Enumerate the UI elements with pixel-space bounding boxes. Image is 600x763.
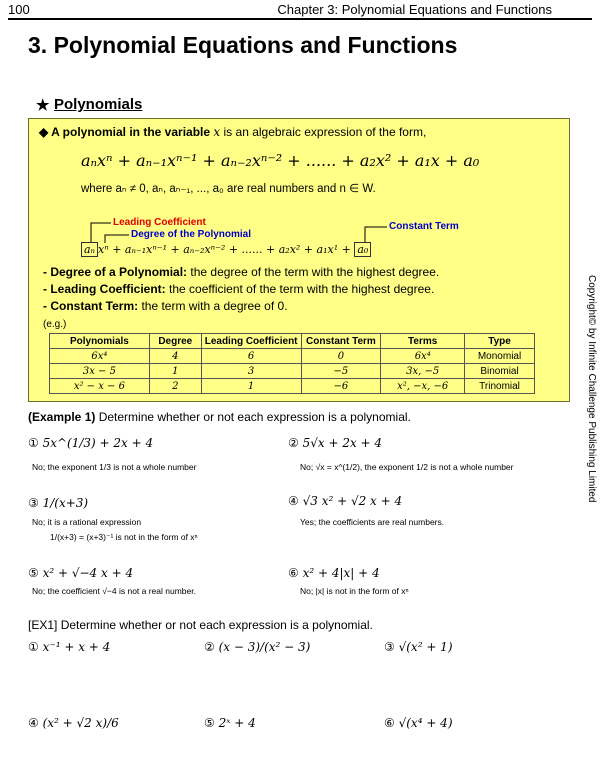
example1-label: (Example 1) <box>28 410 96 424</box>
example1-item-4 <box>288 494 402 508</box>
column-header: Polynomials <box>50 334 150 349</box>
table-cell: 1 <box>201 379 301 394</box>
item-expression: x⁻¹ + x + 4 <box>42 640 111 654</box>
polynomial-formula: aₙxⁿ + aₙ₋₁xⁿ⁻¹ + aₙ₋₂xⁿ⁻² + ...... + a₂x² + a₁x + a₀ <box>81 151 480 170</box>
column-header: Terms <box>381 334 465 349</box>
table-header-row <box>50 334 535 349</box>
table-cell: 3x, −5 <box>381 364 465 379</box>
example1-answer-2: No; √x = x^(1/2), the exponent 1/2 is not a whole number <box>300 462 514 472</box>
bullet-constant <box>43 299 288 313</box>
item-number: ⑤ <box>204 716 215 730</box>
table-cell: 4 <box>149 349 201 364</box>
item-number: ⑥ <box>288 566 299 580</box>
ex1-item-2 <box>204 640 310 654</box>
table-cell: 1 <box>149 364 201 379</box>
table-row <box>50 379 535 394</box>
example1-item-6 <box>288 566 380 580</box>
chapter-header: Chapter 3: Polynomial Equations and Functions <box>277 2 552 17</box>
example1-answer-3: No; it is a rational expression <box>32 517 142 527</box>
table-cell: 6x⁴ <box>381 349 465 364</box>
ex1-label: [EX1] <box>28 618 58 632</box>
example1-item-5 <box>28 566 133 580</box>
bullet-desc: the term with a degree of 0. <box>141 299 288 313</box>
example1-item-3 <box>28 496 88 510</box>
page-title: 3. Polynomial Equations and Functions <box>28 32 458 58</box>
ex1-item-5 <box>204 716 256 730</box>
bullet-desc: the coefficient of the term with the highest degree. <box>169 282 435 296</box>
example1-item-2 <box>288 436 382 450</box>
where-clause: where aₙ ≠ 0, aₙ, aₙ₋₁, ..., a₀ are real numbers and n ∈ W. <box>81 183 376 195</box>
ex1-item-4 <box>28 716 119 730</box>
example-label: (e.g.) <box>43 319 67 330</box>
leading-coefficient-label: Leading Coefficient <box>113 217 206 228</box>
bullet-desc: the degree of the term with the highest degree. <box>190 265 440 279</box>
table-cell: Trinomial <box>465 379 535 394</box>
item-number: ④ <box>288 494 299 508</box>
column-header: Type <box>465 334 535 349</box>
table-cell: 0 <box>301 349 381 364</box>
example1-answer-1: No; the exponent 1/3 is not a whole number <box>32 462 197 472</box>
column-header: Constant Term <box>301 334 381 349</box>
intro-variable: x <box>213 125 221 139</box>
item-number: ⑤ <box>28 566 39 580</box>
item-expression: x² + √−4 x + 4 <box>42 566 134 580</box>
table-cell: −6 <box>301 379 381 394</box>
section-title: Polynomials <box>54 96 143 113</box>
copyright-text: Copyright© by Infinite Challenge Publishing Limited <box>586 275 597 503</box>
table-cell: 2 <box>149 379 201 394</box>
leading-coefficient-box: aₙ <box>81 242 98 257</box>
table-row <box>50 349 535 364</box>
table-cell: −5 <box>301 364 381 379</box>
item-expression: √3 x² + √2 x + 4 <box>302 494 403 508</box>
item-number: ⑥ <box>384 716 395 730</box>
constant-term-box: a₀ <box>354 242 371 257</box>
table-cell: x² − x − 6 <box>50 379 150 394</box>
column-header: Degree <box>149 334 201 349</box>
annotated-formula-middle: xⁿ + aₙ₋₁xⁿ⁻¹ + aₙ₋₂xⁿ⁻² + ...... + a₂x² + a₁x¹ + <box>98 243 351 256</box>
item-number: ① <box>28 640 39 654</box>
example1-answer-6: No; |x| is not in the form of xⁿ <box>300 586 409 596</box>
intro-rest: is an algebraic expression of the form, <box>223 125 427 139</box>
bullet-term: - Leading Coefficient: <box>43 282 166 296</box>
example1-answer-5: No; the coefficient √−4 is not a real number. <box>32 586 196 596</box>
item-expression: 2ˣ + 4 <box>218 716 256 730</box>
item-expression: √(x⁴ + 4) <box>398 716 453 730</box>
table-cell: 3x − 5 <box>50 364 150 379</box>
item-expression: (x² + √2 x)/6 <box>42 716 119 730</box>
example1-item-1 <box>28 436 153 450</box>
table-row <box>50 364 535 379</box>
table-cell: 3 <box>201 364 301 379</box>
example1-answer-4: Yes; the coefficients are real numbers. <box>300 517 445 527</box>
page-number: 100 <box>8 2 30 17</box>
item-expression: 5√x + 2x + 4 <box>302 436 383 450</box>
header-rule <box>8 18 592 20</box>
item-number: ② <box>204 640 215 654</box>
intro-bold: ◆ A polynomial in the variable <box>39 125 211 139</box>
item-expression: (x − 3)/(x² − 3) <box>218 640 311 654</box>
item-expression: √(x² + 1) <box>398 640 453 654</box>
annotated-formula <box>81 243 371 256</box>
item-expression: 5x^(1/3) + 2x + 4 <box>42 436 154 450</box>
polynomial-table <box>49 333 535 394</box>
item-number: ② <box>288 436 299 450</box>
table-cell: Monomial <box>465 349 535 364</box>
table-cell: 6 <box>201 349 301 364</box>
item-number: ① <box>28 436 39 450</box>
table-cell: Binomial <box>465 364 535 379</box>
ex1-text: Determine whether or not each expression is a polynomial. <box>60 618 373 632</box>
column-header: Leading Coefficient <box>201 334 301 349</box>
ex1-prompt <box>28 618 373 632</box>
example1-answer-3b: 1/(x+3) = (x+3)⁻¹ is not in the form of xⁿ <box>50 532 198 542</box>
constant-term-label: Constant Term <box>389 221 459 232</box>
item-expression: x² + 4|x| + 4 <box>302 566 380 580</box>
bullet-leading <box>43 282 434 296</box>
example1-prompt <box>28 410 411 424</box>
ex1-item-1 <box>28 640 110 654</box>
star-icon: ★ <box>36 97 50 114</box>
bullet-term: - Constant Term: <box>43 299 139 313</box>
example1-text: Determine whether or not each expression is a polynomial. <box>98 410 411 424</box>
item-expression: 1/(x+3) <box>42 496 89 510</box>
degree-label: Degree of the Polynomial <box>131 229 252 240</box>
item-number: ③ <box>28 496 39 510</box>
bullet-degree <box>43 265 439 279</box>
ex1-item-6 <box>384 716 453 730</box>
copyright-vertical <box>585 275 599 507</box>
bullet-term: - Degree of a Polynomial: <box>43 265 188 279</box>
item-number: ④ <box>28 716 39 730</box>
table-cell: x², −x, −6 <box>381 379 465 394</box>
ex1-item-3 <box>384 640 453 654</box>
table-cell: 6x⁴ <box>50 349 150 364</box>
item-number: ③ <box>384 640 395 654</box>
